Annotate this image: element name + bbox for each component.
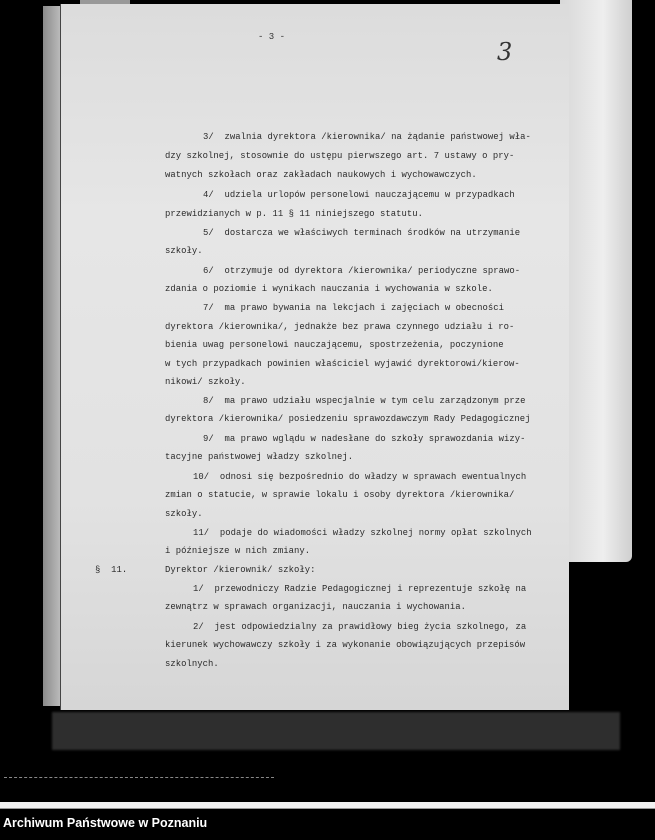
text-line: dyrektora /kierownika/, jednakże bez prawa czynnego udziału i ro- [165,322,515,332]
text-line: 10/ odnosi się bezpośrednio do władzy w sprawach ewentualnych [193,472,527,482]
text-line: zewnątrz w sprawach organizacji, nauczania i wychowania. [165,602,467,612]
text-line: 6/ otrzymuje od dyrektora /kierownika/ periodyczne sprawo- [203,266,521,276]
text-line: 11/ podaje do wiadomości władzy szkolnej normy opłat szkolnych [193,528,532,538]
text-line: watnych szkołach oraz zakładach naukowych i wychowawczych. [165,170,477,180]
text-line: i późniejsze w nich zmiany. [165,546,311,556]
text-line: w tych przypadkach powinien właściciel wyjawić dyrektorowi/kierow- [165,359,520,369]
text-line: szkoły. [165,509,203,519]
text-line: zdania o poziomie i wynikach nauczania i wychowania w szkole. [165,284,493,294]
text-line: 7/ ma prawo bywania na lekcjach i zajęciach w obecności [203,303,505,313]
film-edge-marks [4,777,274,780]
text-line: bienia uwag personelowi nauczającemu, spostrzeżenia, poczynione [165,340,504,350]
underlying-page [560,0,632,562]
text-line: 8/ ma prawo udziału wspecjalnie w tym celu zarządzonym prze [203,396,526,406]
text-line: zmian o statucie, w sprawie lokalu i osoby dyrektora /kierownika/ [165,490,515,500]
text-line: przewidzianych w p. 11 § 11 niniejszego statutu. [165,209,424,219]
text-line: Dyrektor /kierownik/ szkoły: [165,565,316,575]
text-line: 1/ przewodniczy Radzie Pedagogicznej i reprezentuje szkołę na [193,584,527,594]
handwritten-folio-number: 3 [497,38,513,66]
page-number: - 3 - [258,32,286,42]
text-line: 2/ jest odpowiedzialny za prawidłowy bieg życia szkolnego, za [193,622,527,632]
archive-credit: Archiwum Państwowe w Poznaniu [3,816,208,830]
text-line: dyrektora /kierownika/ posiedzeniu sprawozdawczym Rady Pedagogicznej [165,414,531,424]
scan-shadow [52,712,620,750]
section-label: § 11. [95,565,128,575]
text-line: 9/ ma prawo wglądu w nadesłane do szkoły sprawozdania wizy- [203,434,526,444]
text-line: nikowi/ szkoły. [165,377,246,387]
text-line: 5/ dostarcza we właściwych terminach środków na utrzymanie [203,228,521,238]
text-line: 4/ udziela urlopów personelowi nauczającemu w przypadkach [203,190,515,200]
text-line: szkoły. [165,246,203,256]
divider [0,802,655,809]
text-line: dzy szkolnej, stosownie do ustępu pierwszego art. 7 ustawy o pry- [165,151,515,161]
page-binding-edge [43,6,61,706]
text-line: 3/ zwalnia dyrektora /kierownika/ na żądanie państwowej wła- [203,132,531,142]
text-line: kierunek wychowawczy szkoły i za wykonanie obowiązujących przepisów [165,640,526,650]
text-line: szkolnych. [165,659,219,669]
text-line: tacyjne państwowej władzy szkolnej. [165,452,354,462]
